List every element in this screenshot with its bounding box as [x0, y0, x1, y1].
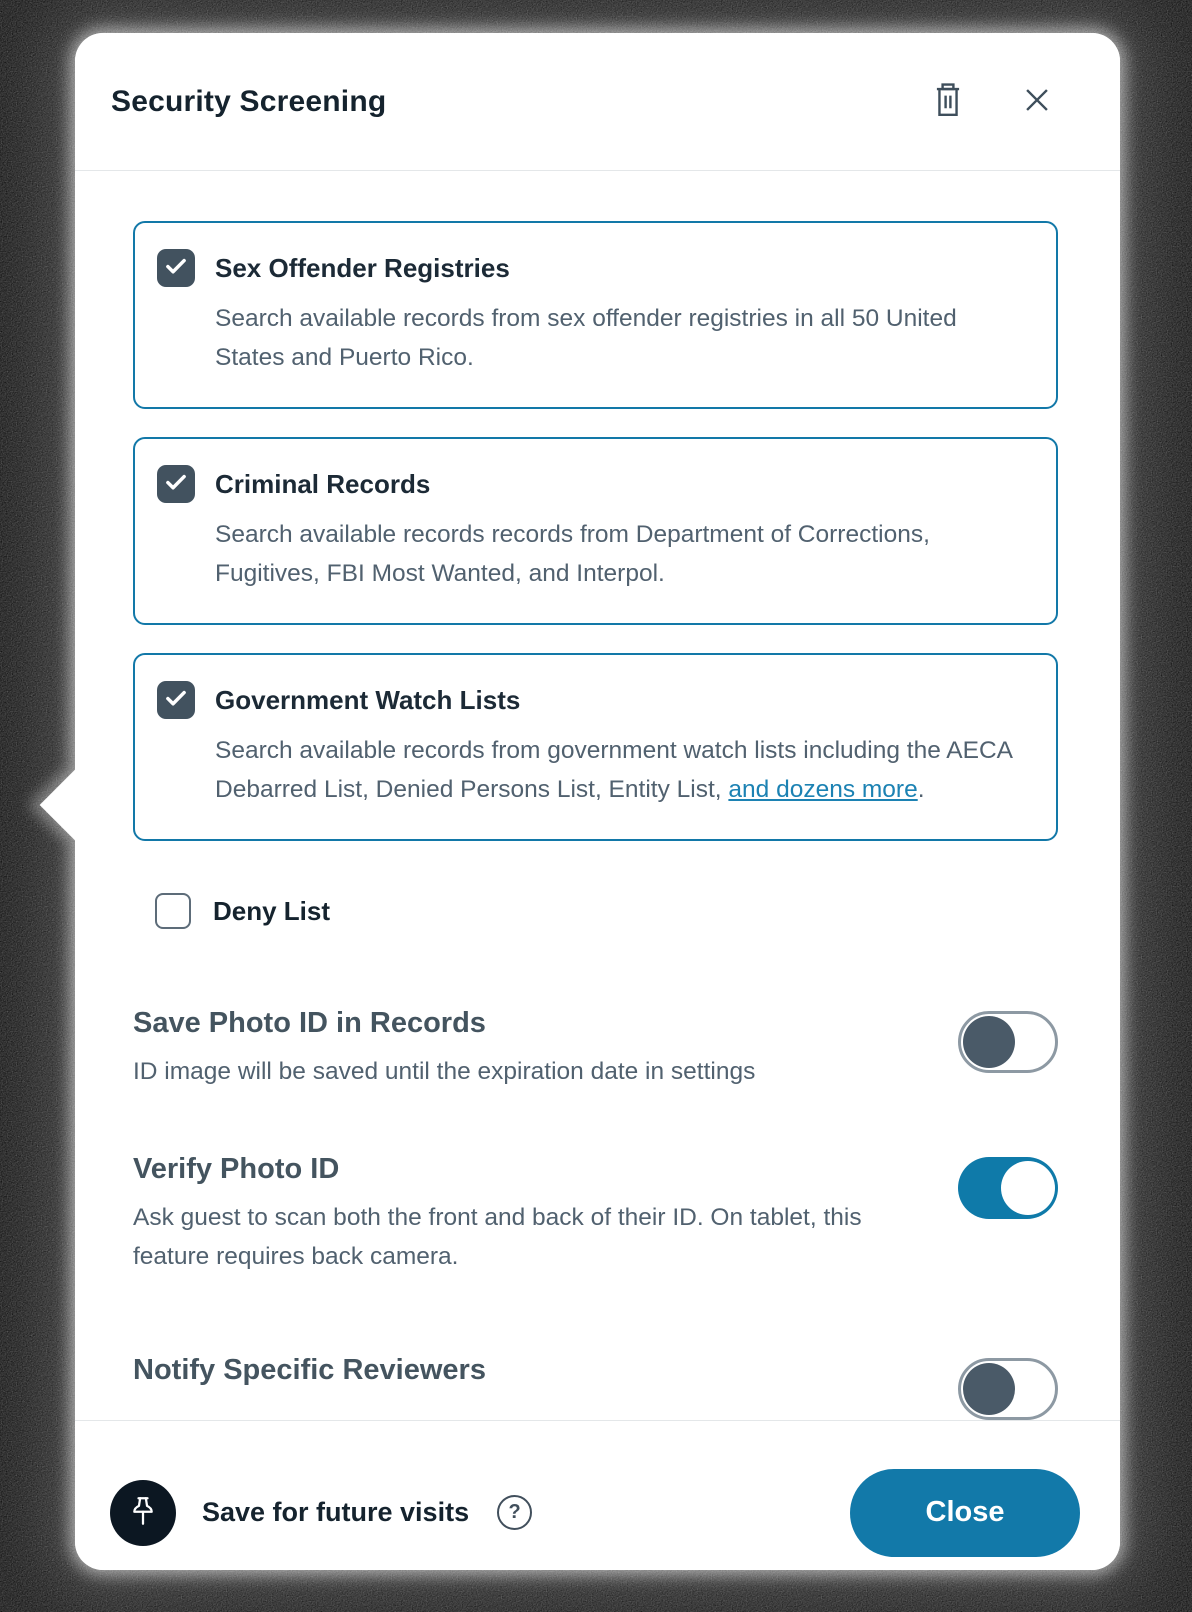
dialog-title: Security Screening [111, 84, 387, 118]
save-for-future-visits-label: Save for future visits [202, 1497, 470, 1527]
screening-label: Government Watch Lists [215, 684, 521, 715]
delete-button[interactable] [924, 75, 972, 128]
save-photo-id-toggle[interactable] [958, 1011, 1058, 1073]
description-text: Search available records from government watch lists including the AECA Debarred List, Denied Persons List, Entity List, [215, 737, 1012, 803]
screening-label: Sex Offender Registries [215, 252, 510, 283]
verify-photo-id-title: Verify Photo ID [133, 1153, 340, 1185]
pin-save-button[interactable] [110, 1480, 176, 1546]
description-text: . [917, 776, 925, 803]
verify-photo-id-description: Ask guest to scan both the front and back of their ID. On tablet, this feature requires back camera. [133, 1204, 862, 1270]
deny-list-row [133, 893, 1058, 929]
deny-list-label: Deny List [213, 895, 331, 926]
checkbox-government-watch-lists[interactable] [157, 681, 195, 719]
screening-description [215, 731, 1028, 809]
save-photo-id-section [133, 1007, 1058, 1091]
checkmark-icon [163, 253, 189, 284]
checkbox-sex-offender[interactable] [157, 249, 195, 287]
screening-card-government-watch-lists[interactable] [133, 653, 1058, 841]
toggle-knob [1001, 1161, 1055, 1215]
close-dialog-button[interactable] [1014, 77, 1060, 126]
save-photo-id-description: ID image will be saved until the expiration date in settings [133, 1058, 756, 1085]
checkbox-deny-list[interactable] [155, 893, 191, 929]
toggle-knob [963, 1016, 1015, 1068]
screening-description: Search available records records from Department of Corrections, Fugitives, FBI Most Wanted, and Interpol. [215, 521, 930, 587]
checkmark-icon [163, 685, 189, 716]
save-photo-id-title: Save Photo ID in Records [133, 1007, 486, 1039]
screening-card-sex-offender[interactable] [133, 221, 1058, 409]
screening-card-criminal-records[interactable] [133, 437, 1058, 625]
notify-reviewers-title: Notify Specific Reviewers [133, 1354, 486, 1386]
checkbox-criminal-records[interactable] [157, 465, 195, 503]
verify-photo-id-toggle[interactable] [958, 1157, 1058, 1219]
verify-photo-id-section [133, 1153, 1058, 1276]
toggle-knob [963, 1363, 1015, 1415]
dozens-more-link[interactable]: and dozens more [728, 776, 918, 803]
screening-description: Search available records from sex offender registries in all 50 United States and Puerto Rico. [215, 305, 957, 371]
screening-label: Criminal Records [215, 468, 431, 499]
checkmark-icon [163, 469, 189, 500]
trash-icon [930, 81, 966, 122]
dialog-content [75, 171, 1120, 1420]
close-button[interactable]: Close [850, 1469, 1080, 1557]
pushpin-icon [125, 1492, 161, 1533]
security-screening-dialog [75, 33, 1120, 1570]
notify-reviewers-section [133, 1354, 1058, 1420]
notify-reviewers-toggle[interactable] [958, 1358, 1058, 1420]
dialog-header [75, 33, 1120, 171]
help-icon[interactable]: ? [497, 1495, 532, 1530]
close-icon [1020, 83, 1054, 120]
dialog-footer [75, 1420, 1120, 1610]
